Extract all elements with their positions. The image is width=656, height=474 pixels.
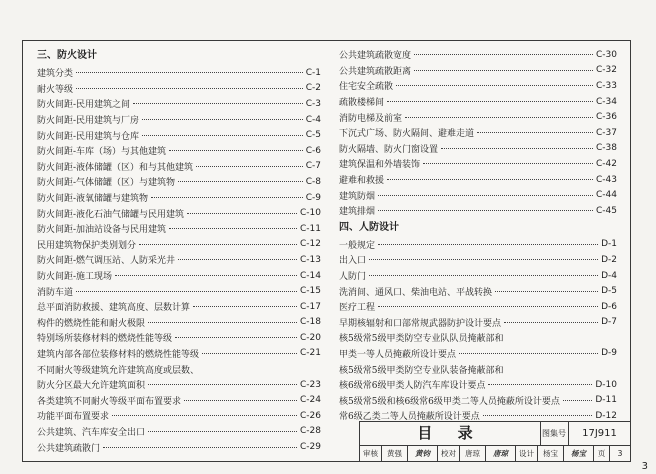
toc-entry-title: 不同耐火等级建筑允许建筑高度或层数、 — [37, 365, 200, 376]
designer-signature: 杨宝 — [564, 446, 594, 461]
drawing-title: 目 录 — [360, 422, 541, 446]
toc-entry — [37, 221, 321, 237]
dot-leader — [387, 179, 593, 180]
toc-entry — [37, 283, 321, 299]
toc-entry-title: 核6级常6级甲类人防汽车库设计要点 — [339, 381, 486, 392]
toc-entry — [339, 187, 617, 203]
toc-entry-title: 防火间距-液氧储罐与建筑物 — [37, 194, 149, 205]
toc-entry — [37, 112, 321, 128]
dot-leader — [563, 400, 592, 401]
toc-entry-page: C-1 — [305, 67, 321, 78]
toc-entry — [37, 65, 321, 81]
toc-entry-title: 各类建筑不同耐火等级平面布置要求 — [37, 396, 182, 407]
dot-leader — [378, 210, 593, 211]
toc-entry-page: C-24 — [300, 395, 321, 406]
dot-leader — [169, 150, 303, 151]
design-label: 设计 — [516, 446, 538, 461]
toc-entry-title: 防火间距-加油站设备与民用建筑 — [37, 225, 167, 236]
toc-entry-page: C-34 — [596, 96, 617, 107]
dot-leader — [459, 353, 598, 354]
toc-entry-page: C-4 — [305, 114, 321, 125]
toc-entry-page: C-45 — [596, 205, 617, 216]
toc-entry-title: 构件的燃烧性能和耐火极限 — [37, 318, 146, 329]
toc-entry-page: C-9 — [305, 192, 321, 203]
dot-leader — [76, 291, 297, 292]
toc-entry — [37, 143, 321, 159]
dot-leader — [76, 72, 303, 73]
toc-entry-page: D-2 — [601, 254, 617, 265]
toc-entry — [339, 141, 617, 157]
toc-entry-title: 住宅安全疏散 — [339, 82, 394, 93]
dot-leader — [202, 353, 297, 354]
toc-entry — [37, 361, 321, 377]
toc-entry-title: 防火分区最大允许建筑面积 — [37, 381, 146, 392]
dot-leader — [414, 70, 593, 71]
sheet-number: 3 — [617, 449, 623, 458]
toc-entry-page: D-1 — [601, 239, 617, 250]
toc-entry-title: 特别场所装修材料的燃烧性能等级 — [37, 334, 173, 345]
toc-entry-title: 常6级乙类二等人员掩蔽所设计要点 — [339, 412, 480, 423]
toc-entry — [37, 159, 321, 175]
toc-entry-title: 防火间距-民用建筑之间 — [37, 100, 131, 111]
toc-entry — [339, 78, 617, 94]
toc-entry — [37, 190, 321, 206]
dot-leader — [378, 306, 598, 307]
toc-entry-title: 防火间距-气体储罐（区）与建筑物 — [37, 178, 176, 189]
dot-leader — [193, 306, 297, 307]
toc-entry-page: C-12 — [300, 239, 321, 250]
toc-entry-title: 建筑内部各部位装修材料的燃烧性能等级 — [37, 349, 200, 360]
toc-entry-page: C-6 — [305, 145, 321, 156]
toc-entry-page: C-38 — [596, 143, 617, 154]
toc-entry-page: C-42 — [596, 158, 617, 169]
toc-entry-page: C-37 — [596, 127, 617, 138]
right-column — [339, 47, 617, 424]
toc-entry — [37, 268, 321, 284]
dot-leader — [187, 213, 297, 214]
dot-leader — [184, 400, 297, 401]
toc-list-civil-defense — [339, 237, 617, 424]
left-column — [37, 47, 321, 455]
toc-entry-title: 防火间距-施工现场 — [37, 272, 113, 283]
toc-entry-title: 核5级常5级甲类防空专业队装备掩蔽部和 — [339, 365, 504, 376]
toc-entry-page: C-15 — [300, 286, 321, 297]
toc-entry-page: C-33 — [596, 80, 617, 91]
title-block — [359, 421, 630, 461]
toc-entry-page: C-13 — [300, 254, 321, 265]
dot-leader — [112, 415, 297, 416]
toc-entry-title: 建筑保温和外墙装饰 — [339, 160, 421, 171]
dot-leader — [504, 322, 598, 323]
dot-leader — [378, 244, 598, 245]
toc-entry-page: C-26 — [300, 410, 321, 421]
toc-entry-page: C-44 — [596, 190, 617, 201]
toc-entry-page: C-5 — [305, 130, 321, 141]
dot-leader — [133, 103, 303, 104]
dot-leader — [148, 384, 297, 385]
dot-leader — [378, 195, 593, 196]
toc-entry-page: D-4 — [601, 270, 617, 281]
toc-entry — [339, 299, 617, 315]
toc-entry — [37, 237, 321, 253]
dot-leader — [387, 101, 593, 102]
toc-entry — [37, 439, 321, 455]
toc-entry-title: 消防电梯及前室 — [339, 113, 403, 124]
toc-entry-title: 建筑分类 — [37, 69, 74, 80]
section-heading-civil-defense: 四、人防设计 — [339, 221, 399, 233]
toc-entry — [339, 268, 617, 284]
dot-leader — [103, 447, 297, 448]
checker-name: 唐琼 — [460, 446, 486, 461]
toc-entry — [37, 127, 321, 143]
toc-entry — [37, 315, 321, 331]
toc-entry-title: 公共建筑疏散门 — [37, 443, 101, 454]
toc-entry — [37, 299, 321, 315]
atlas-label: 图集号 — [540, 422, 569, 446]
dot-leader — [396, 85, 593, 86]
check-label: 校对 — [438, 446, 460, 461]
toc-entry-title: 一般规定 — [339, 240, 376, 251]
page-label: 页 — [594, 446, 610, 461]
toc-entry — [339, 125, 617, 141]
toc-entry-title: 消防车道 — [37, 287, 74, 298]
toc-entry-title: 总平面消防救援、建筑高度、层数计算 — [37, 303, 191, 314]
checker-signature: 唐琼 — [486, 446, 516, 461]
toc-entry — [339, 156, 617, 172]
toc-entry — [37, 346, 321, 362]
dot-leader — [178, 259, 297, 260]
toc-entry-page: D-7 — [601, 317, 617, 328]
dot-leader — [178, 181, 303, 182]
toc-list-fire — [37, 65, 321, 455]
toc-entry-title: 防火间距-液化石油气储罐与民用建筑 — [37, 209, 185, 220]
dot-leader — [139, 244, 297, 245]
toc-entry-page: C-43 — [596, 174, 617, 185]
toc-entry — [339, 47, 617, 63]
toc-entry-page: D-12 — [595, 410, 617, 421]
dot-leader — [142, 135, 303, 136]
atlas-number: 17J911 — [569, 422, 630, 446]
toc-entry-title: 出入口 — [339, 256, 367, 267]
toc-entry-title: 防火间距-民用建筑与仓库 — [37, 131, 140, 142]
toc-entry — [37, 377, 321, 393]
dot-leader — [405, 117, 593, 118]
dot-leader — [115, 275, 297, 276]
toc-list-fire-continued — [339, 47, 617, 219]
toc-entry-title: 公共建筑疏散距离 — [339, 66, 412, 77]
toc-entry-page: C-36 — [596, 112, 617, 123]
page-number: 3 — [641, 461, 648, 472]
toc-entry-title: 防火间距-燃气调压站、人防采光井 — [37, 256, 176, 267]
dot-leader — [488, 384, 592, 385]
section-heading-fire: 三、防火设计 — [37, 50, 97, 61]
toc-entry-page: D-6 — [601, 301, 617, 312]
toc-entry-title: 功能平面布置要求 — [37, 412, 110, 423]
dot-leader — [369, 259, 598, 260]
toc-entry — [339, 94, 617, 110]
toc-entry — [37, 408, 321, 424]
dot-leader — [148, 322, 297, 323]
toc-entry-title: 人防门 — [339, 272, 367, 283]
toc-entry-title: 防火隔墙、防火门窗设置 — [339, 144, 439, 155]
toc-entry — [339, 361, 617, 377]
dot-leader — [369, 275, 598, 276]
toc-entry — [37, 424, 321, 440]
toc-entry-page: C-3 — [305, 98, 321, 109]
toc-entry — [37, 96, 321, 112]
toc-entry — [339, 283, 617, 299]
dot-leader — [483, 415, 593, 416]
toc-entry — [339, 346, 617, 362]
toc-entry-title: 民用建筑物保护类别划分 — [37, 240, 137, 251]
toc-entry-title: 公共建筑、汽车库安全出口 — [37, 427, 146, 438]
signature-row — [360, 446, 630, 461]
toc-entry-page: C-10 — [300, 208, 321, 219]
toc-entry-title: 防火间距-液体储罐（区）和与其他建筑 — [37, 162, 194, 173]
dot-leader — [151, 197, 303, 198]
toc-entry-title: 建筑排烟 — [339, 207, 376, 218]
dot-leader — [495, 291, 598, 292]
toc-entry-page: C-28 — [300, 426, 321, 437]
toc-entry — [37, 81, 321, 97]
toc-entry — [339, 63, 617, 79]
toc-entry — [37, 205, 321, 221]
dot-leader — [414, 54, 593, 55]
toc-entry-page: D-9 — [601, 348, 617, 359]
toc-entry-page: C-30 — [596, 49, 617, 60]
dot-leader — [441, 148, 593, 149]
reviewer-name: 黄强 — [382, 446, 408, 461]
review-label: 审核 — [360, 446, 382, 461]
dot-leader — [477, 132, 593, 133]
toc-entry-title: 防火间距-车库（场）与其他建筑 — [37, 147, 167, 158]
toc-entry-title: 洗消间、通风口、柴油电站、平战转换 — [339, 287, 493, 298]
toc-entry — [37, 330, 321, 346]
toc-entry-title: 核5级常5级和核6级常6级甲类二等人员掩蔽所设计要点 — [339, 396, 560, 407]
toc-entry-page: D-10 — [595, 379, 617, 390]
toc-entry-title: 早期核辐射和口部常规武器防护设计要点 — [339, 318, 502, 329]
toc-entry-page: C-2 — [305, 83, 321, 94]
toc-entry — [37, 174, 321, 190]
toc-entry-title: 医疗工程 — [339, 303, 376, 314]
toc-entry-title: 核5级常5级甲类防空专业队队员掩蔽部和 — [339, 334, 504, 345]
dot-leader — [169, 228, 297, 229]
dot-leader — [423, 163, 593, 164]
toc-entry-page: D-11 — [595, 395, 617, 406]
toc-entry-page: C-29 — [300, 442, 321, 453]
toc-entry-page: C-17 — [300, 301, 321, 312]
toc-entry — [339, 315, 617, 331]
document-frame — [22, 40, 631, 462]
toc-entry-page: C-7 — [305, 161, 321, 172]
reviewer-signature: 黄钧 — [408, 446, 438, 461]
designer-name: 杨宝 — [538, 446, 564, 461]
toc-entry — [339, 109, 617, 125]
toc-entry-page: C-11 — [300, 223, 321, 234]
toc-entry — [37, 392, 321, 408]
toc-entry-title: 防火间距-民用建筑与厂房 — [37, 116, 140, 127]
toc-entry-title: 疏散楼梯间 — [339, 98, 385, 109]
toc-entry-title: 下沉式广场、防火隔间、避难走道 — [339, 129, 475, 140]
toc-entry-page: C-20 — [300, 332, 321, 343]
toc-entry — [339, 203, 617, 219]
toc-entry — [339, 237, 617, 253]
dot-leader — [148, 431, 297, 432]
toc-entry — [339, 172, 617, 188]
toc-entry-title: 公共建筑疏散宽度 — [339, 51, 412, 62]
toc-entry-page: C-8 — [305, 176, 321, 187]
toc-entry — [339, 377, 617, 393]
toc-entry — [339, 392, 617, 408]
toc-entry-page: C-14 — [300, 270, 321, 281]
toc-entry — [339, 252, 617, 268]
toc-entry-page: D-5 — [601, 286, 617, 297]
toc-entry-title: 耐火等级 — [37, 84, 74, 95]
toc-entry-title: 避难和救援 — [339, 176, 385, 187]
dot-leader — [142, 119, 303, 120]
dot-leader — [196, 166, 303, 167]
toc-entry-title: 甲类一等人员掩蔽所设计要点 — [339, 349, 457, 360]
toc-entry-page: C-32 — [596, 65, 617, 76]
toc-entry-page: C-18 — [300, 317, 321, 328]
toc-entry-title: 建筑防烟 — [339, 191, 376, 202]
dot-leader — [175, 337, 297, 338]
toc-entry-page: C-21 — [300, 348, 321, 359]
toc-entry-page: C-23 — [300, 379, 321, 390]
toc-entry — [339, 330, 617, 346]
dot-leader — [76, 88, 303, 89]
toc-entry — [37, 252, 321, 268]
